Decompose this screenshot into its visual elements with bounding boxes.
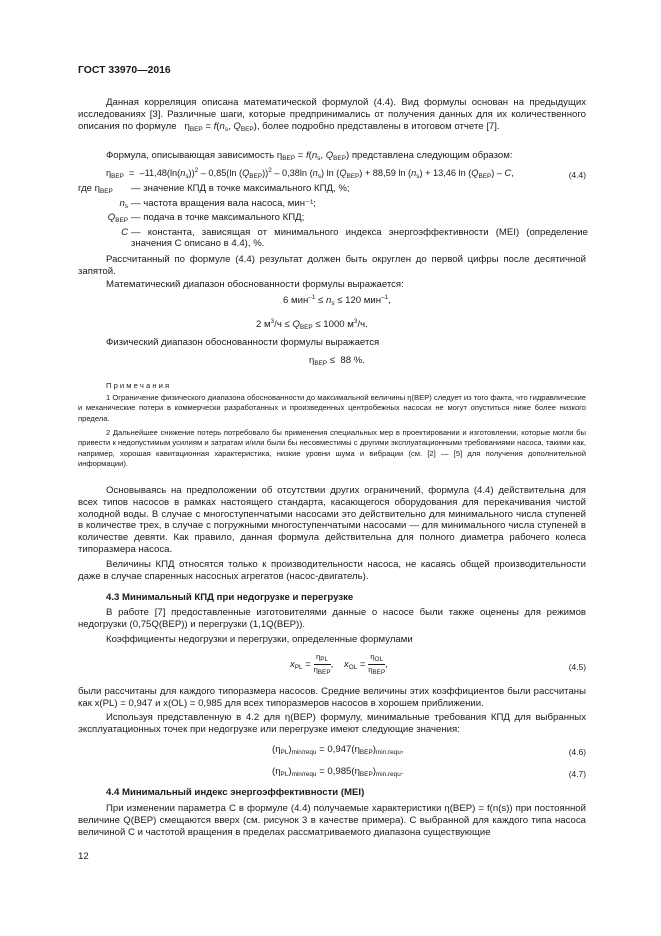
page-number: 12 — [78, 851, 89, 862]
definition-text: — константа, зависящая от минимального индекса энергоэффективности (MEI) (определение значения C описано в 4.4), %. — [131, 226, 588, 250]
formula-range-n: 6 $мин^{-1} \le n_s \le 120$ мин$^{-1}$, — [283, 294, 391, 308]
definition-text: — подача в точке максимального КПД; — [131, 212, 305, 224]
definition-text: — частота вращения вала насоса, мин⁻¹; — [131, 197, 316, 209]
equation-number-4-4: (4.4) — [568, 170, 586, 180]
note-2: 2 Дальнейшее снижение потерь потребовало бы применения специальных мер в проектировании и изготовлении, которые могли бы привести к недопустимым усилиям и затратам и/или были бы несовместимы с другими эксплуатационными требованиями насоса, такими как, например, хорошая кавитационная характеристика, низкие уровни шума и вибрации (см. [2] — [5] для получения дополнительной информации). — [78, 428, 586, 469]
definition-row: C — константа, зависящая от минимального индекса энергоэффективности (MEI) (определение значения C описано в 4.4), %. — [121, 226, 588, 250]
notes-title: П р и м е ч а н и я — [106, 381, 170, 390]
paragraph-2-text: Формула, описывающая зависимость — [106, 150, 275, 161]
definition-row: $n_s$ — частота вращения вала насоса, мин⁻¹; — [78, 198, 588, 213]
paragraph-1: Данная корреляция описана математической формулой (4.4). Вид формулы основан на предыдущих исследованиях [3]. Различные шаги, которые предпринимались от получения данных для их количественного описания по формуле $\eta_{BEP} = f(n_s$, $Q_{BEP}$), более подробно представлены в итоговом отчете [7]. — [78, 97, 586, 133]
section-heading-4-3: 4.3 Минимальный КПД при недогрузке и перегрузке — [106, 592, 354, 603]
paragraph-2-tail: представлена следующим образом: — [351, 150, 513, 161]
formula-range-q: 2 $м^3/ч \le Q_{BEP} \le 1000$ $м^3/ч$. — [256, 318, 368, 332]
paragraph-10: были рассчитаны для каждого типоразмера насосов. Средние величины этих коэффициентов были рассчитаны как x(PL) = 0,947 и x(OL) = 0,985 для всех типоразмеров насосов в хорошем приближении. — [78, 686, 586, 709]
definition-text: — значение КПД в точке максимального КПД, %; — [131, 183, 350, 194]
paragraph-3: Рассчитанный по формуле (4.4) результат должен быть округлен до первой цифры после десятичной запятой. — [78, 254, 586, 277]
paragraph-5: Физический диапазон обоснованности формулы выражается — [106, 337, 380, 348]
header-title: ГОСТ 33970—2016 — [78, 65, 171, 76]
formula-4-7: $(\eta_{PL})_{min/requ} = 0,985(\eta_{BEP})_{min.requ}$. — [272, 766, 404, 778]
equation-number-4-6: (4.6) — [568, 747, 586, 757]
formula-4-4: $\eta_{BEP} = -11,48(\ln(n_s))^2 - 0,85(\ln$ $(Q_{BEP}))^2 - 0,38\ln$ $(n_s)$ $\ln (Q_{BEP}) + 88,59$ $\ln (n_s) + 13,46$ $\ln (Q_{BEP})$ – C, — [106, 167, 514, 181]
formula-4-6: $(\eta_{PL})_{min/requ} = 0,947(\eta_{BEP})_{min.requ}$, — [272, 744, 404, 756]
definitions-list — [78, 183, 588, 250]
formula-eta-limit: $\eta_{BEP} \le 88$ %. — [309, 355, 365, 367]
paragraph-7: Величины КПД относятся только к производительности насоса, не касаясь общей производительности даже в случае спаренных насосных агрегатов (насос-двигатель). — [78, 559, 586, 582]
paragraph-12: При изменении параметра C в формуле (4.4) получаемые характеристики η(BEP) = f(n(s)) при постоянной величине Q(BEP) смещаются вверх (см. рисунок 3 в качестве примера). С выбранной для каждого типа насоса величиной C и частотой вращения в пределах рассматриваемого диапазона существующие — [78, 803, 586, 838]
definition-row: $Q_{BEP}$ — подача в точке максимального КПД; — [78, 212, 588, 227]
paragraph-8: В работе [7] предоставленные изготовителями данные о насосе были также оценены для режимов недогрузки (0,75Q(BEP)) и перегрузки (1,1Q(BEP)). — [78, 607, 586, 630]
equation-number-4-7: (4.7) — [568, 769, 586, 779]
paragraph-4: Математический диапазон обоснованности формулы выражается: — [106, 279, 404, 290]
definition-row: где $\eta_{BEP}$ — значение КПД в точке максимального КПД, %; — [78, 183, 588, 198]
paragraph-1-tail: , более подробно представлены в итоговом отчете [7]. — [256, 120, 500, 132]
formula-4-5: $x_{PL}$ = $\frac{\eta_{PL}}{\eta_{BEP}}$ , $x_{OL}$ = $\frac{\eta_{OL}}{\eta_{BEP}}$ , — [290, 652, 388, 676]
paragraph-6: Основываясь на предположении об отсутствии других ограничений, формула (4.4) действительна для всех типов насосов в рамках настоящего стандарта, касающегося оборудования для перекачивания чистой холодной воды. В случае с многоступенчатыми насосами это действительно для минимального числа ступеней в количестве трех, в случае с погружными многоступенчатыми насосами — для минимального числа ступеней в количестве девяти. Как правило, данная формула действительна для полного диаметра рабочего колеса типоразмера насоса. — [78, 485, 586, 555]
equation-number-4-5: (4.5) — [568, 662, 586, 672]
paragraph-2: Формула, описывающая зависимость $\eta_{BEP} = f(n_s$, $Q_{BEP}$) представлена следующим образом: — [106, 150, 513, 162]
paragraph-1-text: Данная корреляция описана математической формулой (4.4). Вид формулы основан на предыдущих исследованиях [3]. Различные шаги, которые предпринимались от получения данных для их количественного описания по формуле — [78, 97, 586, 132]
paragraph-9: Коэффициенты недогрузки и перегрузки, определенные формулами — [106, 634, 413, 645]
section-heading-4-4: 4.4 Минимальный индекс энергоэффективности (MEI) — [106, 787, 365, 798]
paragraph-11: Используя представленную в 4.2 для η(BEP) формулу, минимальные требования КПД для выбранных эксплуатационных точек при недогрузке или перегрузке имеют следующие значения: — [78, 712, 586, 735]
note-1: 1 Ограничение физического диапазона обоснованности до максимальной величины η(BEP) следует из того факта, что гидравлические и механические потери в коммерчески разработанных и произведенных центробежных насосах не могут опуститься ниже более низкого предела. — [78, 393, 586, 423]
